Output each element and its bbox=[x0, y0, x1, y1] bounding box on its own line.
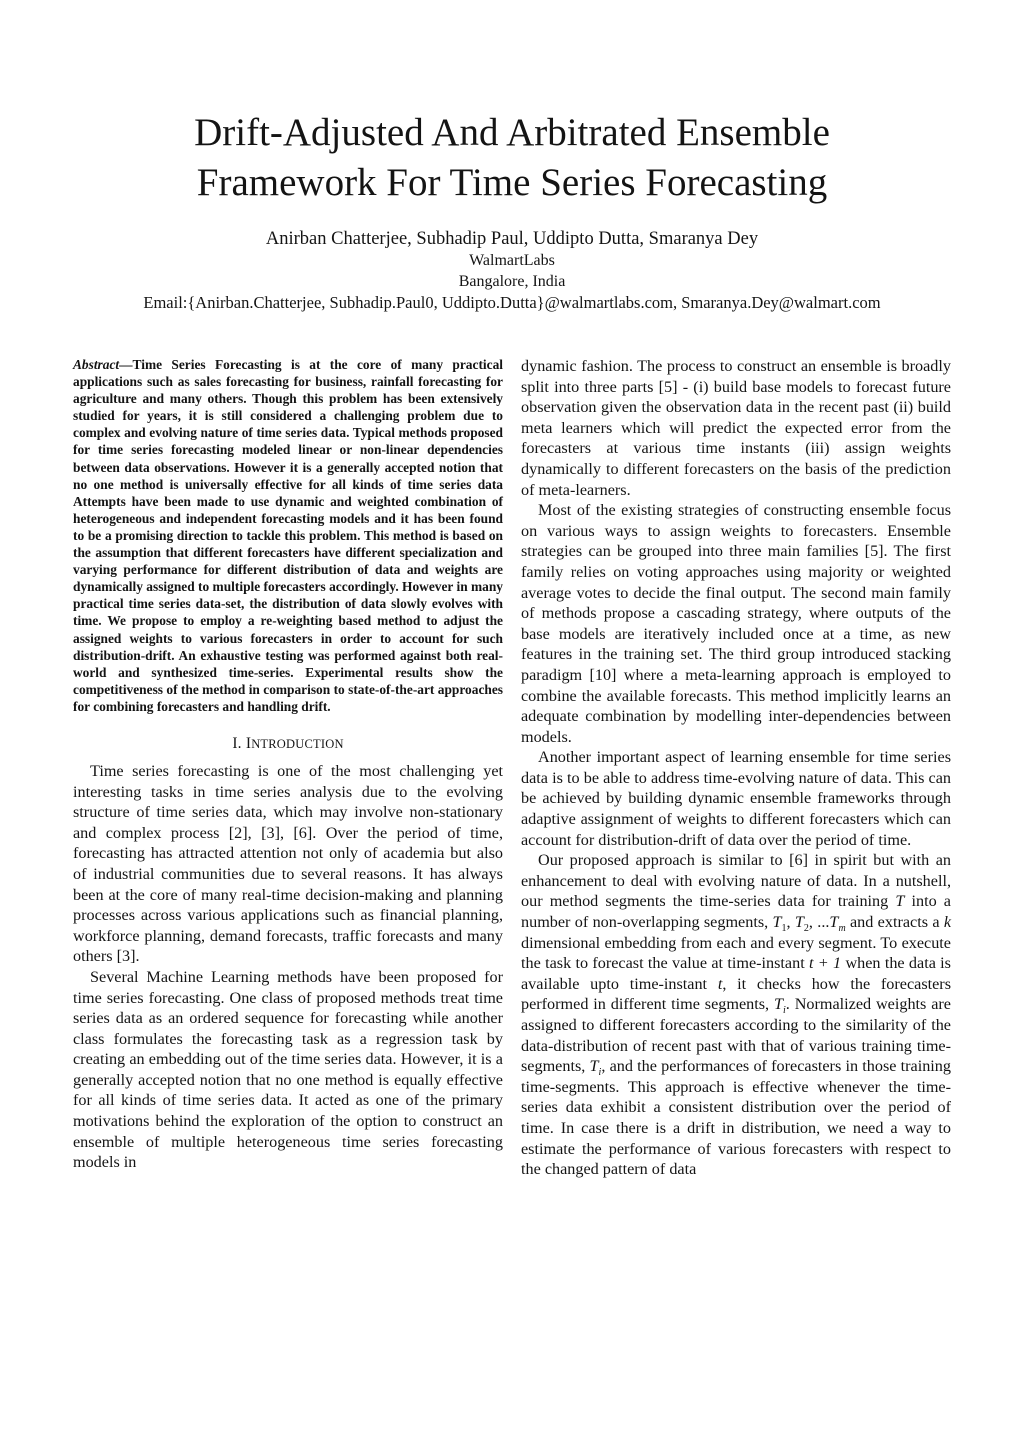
right-paragraph-2: Most of the existing strategies of constructing ensemble focus on various ways to assign weights to forecasters. Ensemble strategies can be grouped into three main families [5]. The first family relies on voting approaches using majority or weighted average votes to decide the final output. The second main family of methods propose a cascading strategy, where outputs of the base models are iteratively included once at a time, as new features in the training set. The third group introduced stacking paradigm [10] where a meta-learning approach is employed to combine the available forecasts. This method implicitly learns an adequate combination by modelling inter-dependencies between models. bbox=[521, 501, 951, 746]
math-Ti: T bbox=[773, 995, 783, 1014]
author-block bbox=[40, 229, 984, 313]
p4-text-i: . Normalized weights are assigned to different forecasters according to the similarity of the data-distribution of recent past with that of various training time-segments, bbox=[521, 995, 951, 1076]
p4-text-b: into a number of non-overlapping segments, bbox=[521, 892, 951, 932]
p4-text-a: Our proposed approach is similar to [6] in spirit but with an enhancement to deal with evolving nature of data. In a nutshell, our method segments the time-series data for training bbox=[521, 851, 951, 911]
p4-text-e: and extracts a bbox=[845, 913, 944, 932]
math-sub-m: m bbox=[838, 923, 846, 935]
paper-title bbox=[60, 108, 964, 208]
p4-text-h: , it checks how the forecasters performed in different time segments, bbox=[521, 974, 951, 1014]
intro-paragraph-1: Time series forecasting is one of the most challenging yet interesting tasks in time series analysis due to the evolving structure of time series data, which may involve non-stationary and complex process [2], [3], [6]. Over the period of time, forecasting has attracted attention not only of academia but also of industrial communities due to several reasons. It has always been at the core of many real-time decision-making and planning processes across various applications such as financial planning, workforce planning, demand forecasts, traffic forecasts and many others [3]. bbox=[73, 761, 503, 966]
math-sub-i: i bbox=[782, 1005, 786, 1017]
math-T: T bbox=[895, 892, 905, 911]
p4-text-f: dimensional embedding from each and every segment. To execute the task to forecast the value at time-instant bbox=[521, 933, 951, 973]
math-t: t bbox=[717, 974, 723, 993]
math-k: k bbox=[943, 913, 952, 932]
abstract-label: Abstract bbox=[73, 357, 120, 372]
affiliation: WalmartLabs bbox=[469, 252, 555, 269]
title-line-1: Drift-Adjusted And Arbitrated Ensemble bbox=[194, 111, 830, 154]
math-T1: T bbox=[772, 913, 782, 932]
math-sub-1: 1 bbox=[781, 923, 787, 935]
right-paragraph-4 bbox=[521, 850, 951, 1180]
left-column bbox=[73, 356, 503, 1173]
section-initial: I bbox=[245, 734, 252, 752]
p4-text-c: , bbox=[786, 913, 795, 932]
author-names: Anirban Chatterjee, Subhadip Paul, Uddipto Dutta, Smaranya Dey bbox=[265, 229, 759, 249]
section-rest: NTRODUCTION bbox=[251, 736, 344, 751]
right-paragraph-1: dynamic fashion. The process to construct an ensemble is broadly split into three parts [5] - (i) build base models to forecast future observation given the observation data in the recent past (ii) build meta learners which will predict the expected error from the forecasters at various time instants (iii) assign weights dynamically to different forecasters on the basis of the prediction of meta-learners. bbox=[521, 357, 951, 499]
math-T2: T bbox=[794, 913, 804, 932]
math-sub-i-2: i bbox=[598, 1067, 602, 1079]
email-line: Email:{Anirban.Chatterjee, Subhadip.Paul0, Uddipto.Dutta}@walmartlabs.com, Smaranya.Dey@walmart.com bbox=[143, 293, 881, 312]
math-Ti-2: T bbox=[589, 1057, 599, 1076]
p4-text-d: , ... bbox=[808, 913, 830, 932]
title-line-2: Framework For Time Series Forecasting bbox=[196, 161, 828, 204]
p4-text-g: when the data is available upto time-instant bbox=[521, 954, 951, 993]
math-sub-2: 2 bbox=[803, 923, 809, 935]
abstract-text: —Time Series Forecasting is at the core of many practical applications such as sales forecasting for business, rainfall forecasting for agriculture and many others. Though this problem has been extensively studied for years, it is still considered a challenging problem due to complex and evolving nature of time series data. Typical methods proposed for time series forecasting modeled linear or non-linear dependencies between data observations. However it is a generally accepted notion that no one method is universally effective for all kinds of time series data Attempts have been made to use dynamic and weighted combination of heterogeneous and independent forecasting models and it has been found to be a promising direction to tackle this problem. This method is based on the assumption that different forecasters have different specialization and varying performance for different distribution of data and weights are dynamically assigned to multiple forecasters accordingly. However in many practical time series data-set, the distribution of data slowly evolves with time. We propose to employ a re-weighting based method to adjust the assigned weights to various forecasters in order to account for such distribution-drift. An exhaustive testing was performed against both real-world and synthesized time-series. Experimental results show the competitiveness of the method in comparison to state-of-the-art approaches for combining forecasters and handling drift. bbox=[73, 357, 503, 714]
section-numeral: I. bbox=[232, 734, 246, 752]
p4-text-j: , and the performances of forecasters in those training time-segments. This approach is effective whenever the time-series data exhibit a consistent distribution over the period of time. In case there is a drift in distribution, we need a way to estimate the performance of various forecasters with respect to the changed pattern of data bbox=[521, 1057, 951, 1179]
location: Bangalore, India bbox=[458, 273, 566, 290]
abstract bbox=[73, 356, 503, 715]
section-heading-introduction bbox=[73, 735, 503, 753]
math-t-plus-1: t + 1 bbox=[809, 954, 842, 973]
math-Tm: T bbox=[829, 913, 839, 932]
intro-paragraph-2: Several Machine Learning methods have been proposed for time series forecasting. One class of proposed methods treat time series data as an ordered sequence for forecasting while another class formulates the forecasting task as a regression task by creating an embedding out of the time series data. However, it is a generally accepted notion that no one method is equally effective for all kinds of time series data. It acted as one of the primary motivations behind the exploration of the option to construct an ensemble of multiple heterogeneous time series forecasting models in bbox=[73, 967, 503, 1172]
right-column bbox=[521, 356, 951, 1180]
right-paragraph-3: Another important aspect of learning ensemble for time series data is to be able to address time-evolving nature of data. This can be achieved by building dynamic ensemble frameworks through adaptive assignment of weights to different forecasters which can account for distribution-drift of data over the period of time. bbox=[521, 748, 951, 849]
